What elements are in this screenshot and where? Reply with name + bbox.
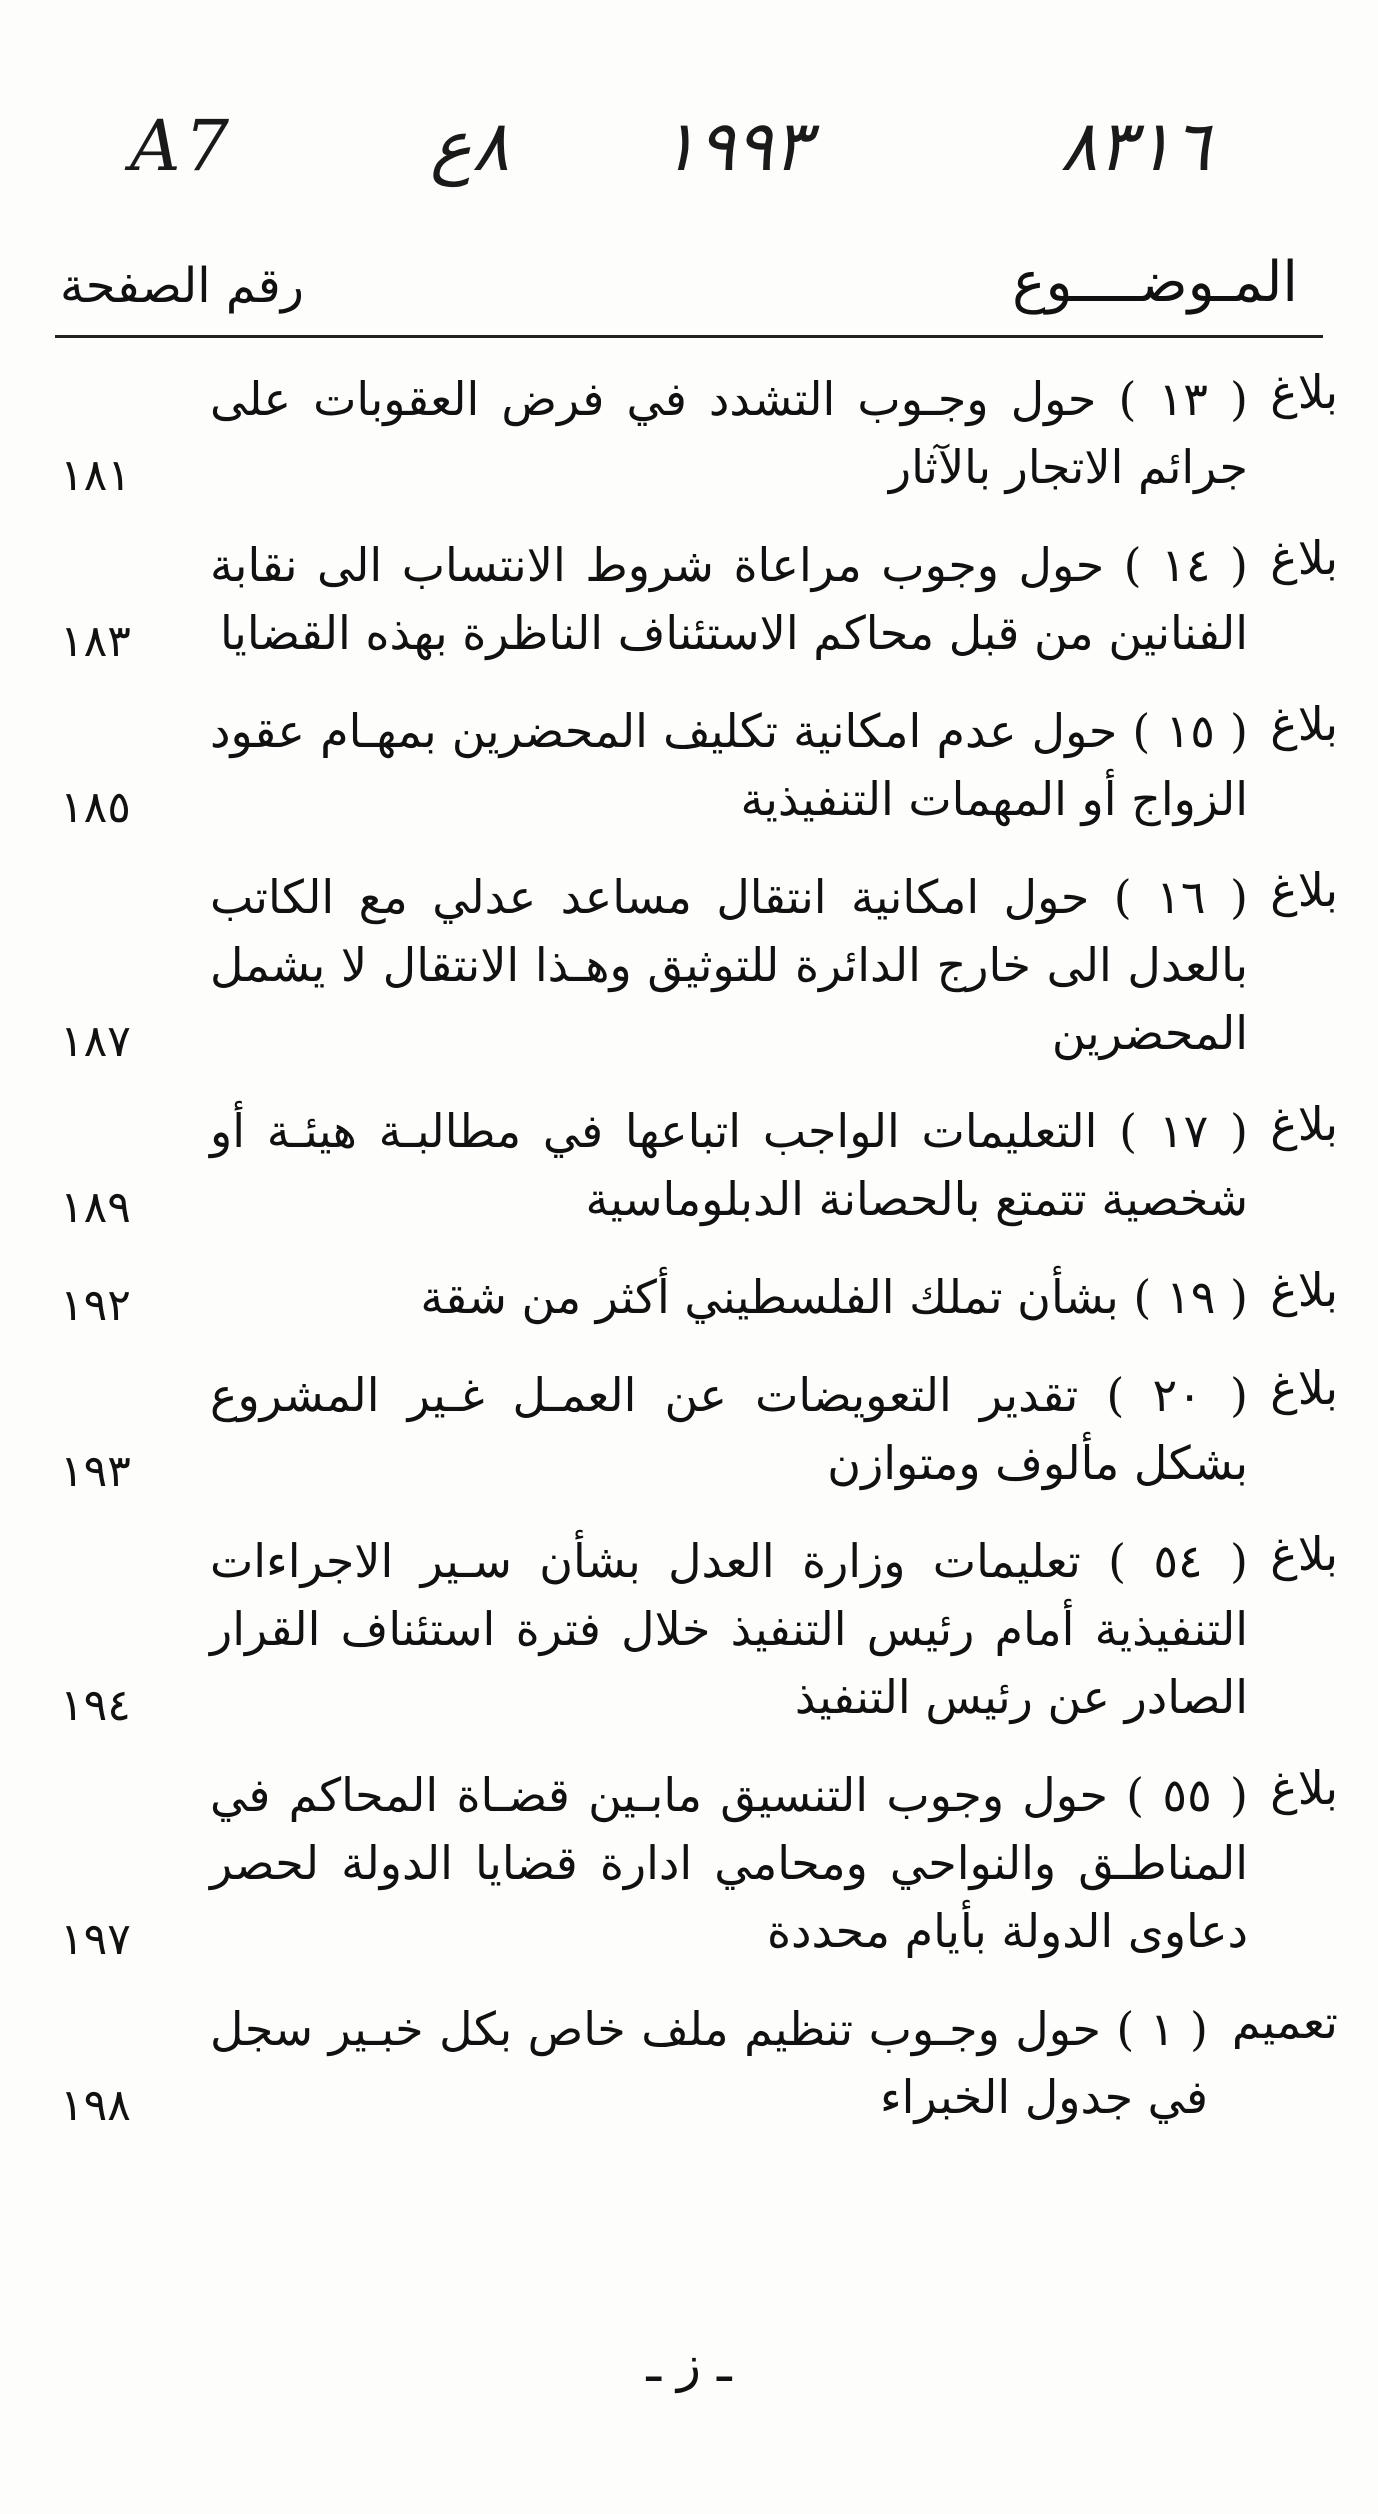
entry-type-label: بلاغ [1270, 531, 1338, 585]
table-header [60, 240, 1318, 330]
entry-type-label: بلاغ [1270, 1263, 1338, 1317]
entry-type-label: بلاغ [1270, 863, 1338, 917]
handwritten-note-2: ٨ع [430, 105, 510, 187]
entry-page-number: ١٩٧ [60, 1914, 131, 1965]
entry-subject: ( ١ ) حول وجـوب تنظيم ملف خاص بكل خبـير سجل في جدول الخبراء [210, 2002, 1208, 2124]
entry-subject: ( ١٥ ) حول عدم امكانية تكليف المحضرين بمهـام عقود الزواج أو المهمات التنفيذية [210, 704, 1248, 826]
entry-type-label: بلاغ [1270, 697, 1338, 751]
entry-page-number: ١٩٨ [60, 2080, 131, 2131]
entry-type-label: بلاغ [1270, 1527, 1338, 1581]
entry-type-label: بلاغ [1270, 1361, 1338, 1415]
entry-type-label: تعميم [1231, 1995, 1338, 2049]
subject-column-label: المـوضــــوع [1012, 250, 1298, 315]
list-item [60, 1527, 1338, 1731]
list-item [60, 1361, 1338, 1497]
entry-page-number: ١٨٥ [60, 782, 131, 833]
page-marker: ـ ز ـ [646, 2335, 732, 2393]
entry-type-label: بلاغ [1270, 1761, 1338, 1815]
handwritten-annotations [60, 105, 1318, 215]
list-item [60, 531, 1338, 667]
list-item [60, 697, 1338, 833]
page-number-column-label: رقم الصفحة [60, 258, 304, 314]
list-item [60, 365, 1338, 501]
header-divider [55, 335, 1323, 338]
entry-page-number: ١٩٣ [60, 1446, 131, 1497]
handwritten-note-4: ٨٣١٦ [1060, 105, 1211, 187]
entry-type-label: بلاغ [1270, 1097, 1338, 1151]
entry-page-number: ١٨٩ [60, 1182, 131, 1233]
entry-subject: ( ٥٥ ) حول وجوب التنسيق مابـين قضـاة المحاكم في المناطـق والنواحي ومحامي ادارة قضايا الدولة لحصر دعاوى الدولة بأيام محددة [210, 1768, 1248, 1958]
handwritten-note-1: A7 [130, 105, 234, 187]
list-item [60, 1263, 1338, 1331]
entry-page-number: ١٨٧ [60, 1016, 131, 1067]
list-item [60, 863, 1338, 1067]
list-item [60, 1761, 1338, 1965]
entry-subject: ( ٢٠ ) تقدير التعويضات عن العمـل غـير المشروع بشكل مألوف ومتوازن [210, 1368, 1248, 1490]
entry-subject: ( ٥٤ ) تعليمات وزارة العدل بشأن سـير الاجراءات التنفيذية أمام رئيس التنفيذ خلال فترة استئناف القرار الصادر عن رئيس التنفيذ [210, 1534, 1248, 1724]
entry-subject: ( ١٩ ) بشأن تملك الفلسطيني أكثر من شقة [420, 1270, 1248, 1324]
entry-type-label: بلاغ [1270, 365, 1338, 419]
entry-page-number: ١٩٤ [60, 1680, 131, 1731]
list-item [60, 1097, 1338, 1233]
list-item [60, 1995, 1338, 2131]
entry-page-number: ١٨٣ [60, 616, 131, 667]
entry-page-number: ١٩٢ [60, 1280, 131, 1331]
entry-subject: ( ١٦ ) حول امكانية انتقال مساعد عدلي مع الكاتب بالعدل الى خارج الدائرة للتوثيق وهـذا الانتقال لا يشمل المحضرين [210, 870, 1248, 1060]
contents-list [60, 365, 1338, 2161]
entry-subject: ( ١٣ ) حول وجـوب التشدد في فرض العقوبات على جرائم الاتجار بالآثار [210, 372, 1248, 494]
entry-page-number: ١٨١ [60, 450, 131, 501]
entry-subject: ( ١٤ ) حول وجوب مراعاة شروط الانتساب الى نقابة الفنانين من قبل محاكم الاستئناف الناظرة بهذه القضايا [210, 538, 1248, 660]
handwritten-note-3: ١٩٩٣ [660, 105, 811, 187]
entry-subject: ( ١٧ ) التعليمات الواجب اتباعها في مطالبـة هيئـة أو شخصية تتمتع بالحصانة الدبلوماسية [210, 1104, 1248, 1226]
